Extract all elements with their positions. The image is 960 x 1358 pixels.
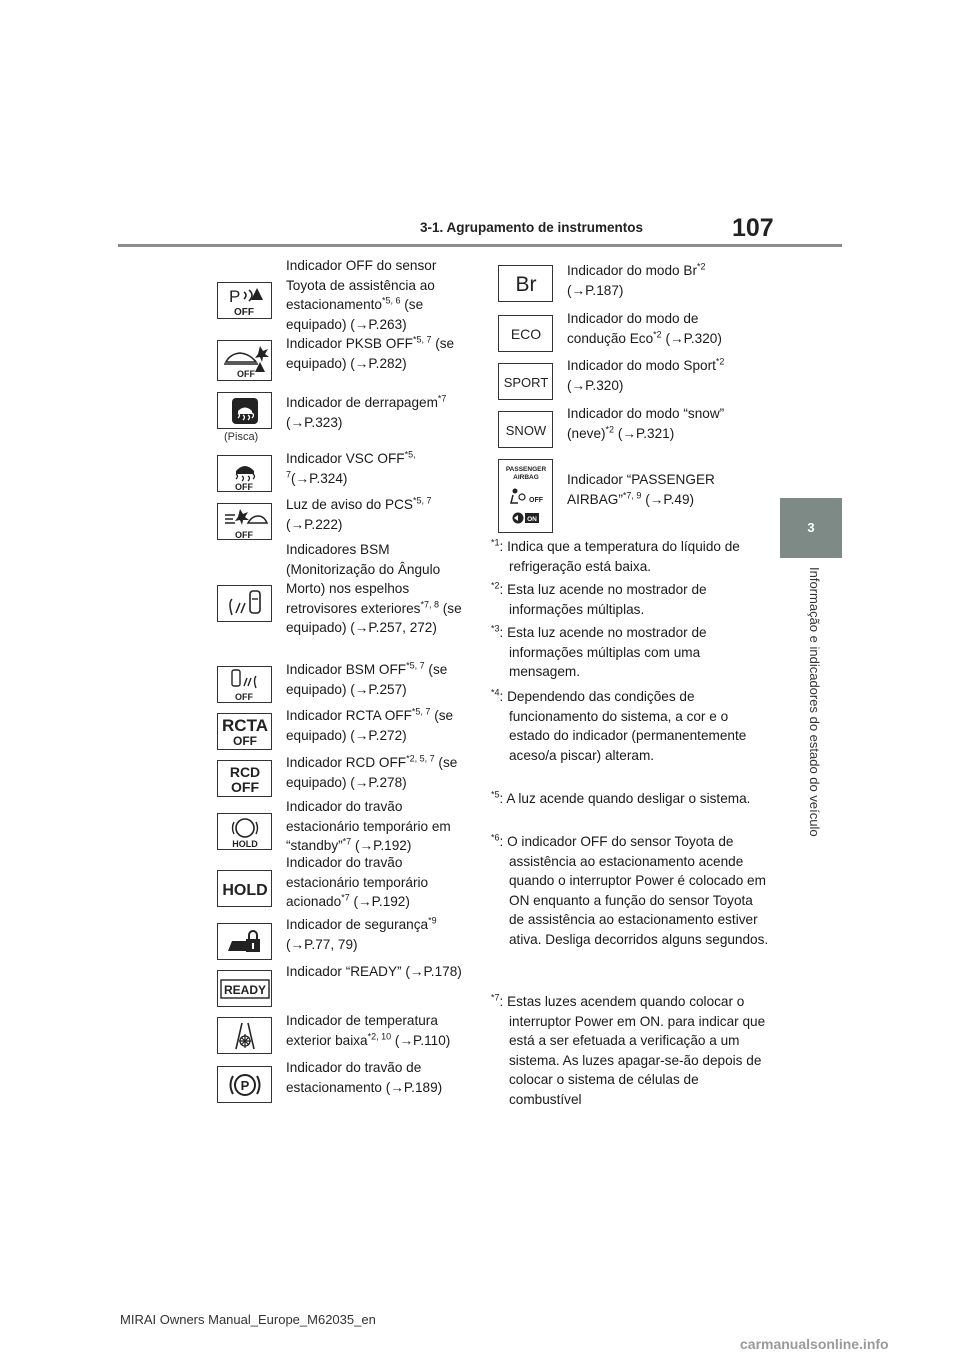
indicator-desc: Indicador “READY” (→P.178)	[286, 964, 462, 979]
parking-sensor-off-icon	[217, 282, 272, 319]
passenger-airbag-icon	[498, 459, 553, 533]
passenger-label: PASSENGER	[505, 466, 546, 473]
footnote-3: $^{*3}$: Esta luz acende no mostrador de informações múltiplas com uma mensagem.	[491, 623, 707, 679]
bsm-off-icon	[217, 666, 272, 703]
rcta-label: RCTA	[221, 716, 268, 735]
watermark: carmanualsonline.info	[740, 1336, 889, 1352]
br-label: Br	[515, 273, 536, 296]
indicator-desc: Indicador do modo Br$^{*2}$ (→P.187)	[567, 261, 706, 298]
hold-label: HOLD	[221, 882, 268, 899]
indicator-desc: Indicador “PASSENGER AIRBAG”$^{*7, 9}$ (→P.49)	[567, 472, 715, 507]
blink-label: (Pisca)	[224, 431, 259, 443]
low-temperature-icon	[217, 1017, 272, 1054]
section-title: 3-1. Agrupamento de instrumentos	[420, 220, 644, 235]
sport-mode-icon	[498, 363, 553, 400]
indicator-desc: Indicador do travão estacionário temporário acionado$^{*7}$ (→P.192)	[286, 855, 429, 909]
security-icon	[217, 923, 272, 960]
indicator-desc: Indicador PKSB OFF$^{*5, 7}$ (se equipado) (→P.282)	[286, 334, 455, 371]
hold-active-icon	[217, 870, 272, 907]
skid-indicator-icon	[217, 392, 272, 429]
footer-text: MIRAI Owners Manual_Europe_M62035_en	[120, 1312, 376, 1327]
off-label: OFF	[230, 779, 259, 795]
indicator-desc: Indicador OFF do sensor Toyota de assistência ao estacionamento$^{*5, 6}$ (se equipado) (→P.263)	[286, 258, 437, 332]
ready-icon	[217, 970, 272, 1007]
vsc-off-icon	[217, 455, 272, 492]
header-divider	[118, 244, 842, 247]
br-mode-icon	[498, 265, 553, 302]
airbag-label: AIRBAG	[512, 474, 539, 481]
ready-label: READY	[223, 982, 266, 997]
footnote-4: $^{*4}$: Dependendo das condições de funcionamento do sistema, a cor e o estado do indicador (permanentemente aceso/a piscar) alteram.	[491, 687, 747, 763]
chapter-number: 3	[807, 520, 815, 535]
indicator-desc: Indicador do travão de estacionamento (→P.189)	[286, 1060, 443, 1095]
svg-text:P: P	[240, 1077, 249, 1093]
chapter-tab	[780, 498, 842, 558]
indicator-desc: Indicador RCTA OFF$^{*5, 7}$ (se equipado) (→P.272)	[286, 706, 454, 743]
indicator-desc: Indicador do modo de condução Eco$^{*2}$ (→P.320)	[567, 311, 722, 346]
off-label: OFF	[234, 691, 253, 702]
rcd-off-icon	[217, 760, 272, 797]
indicator-desc: Indicador do travão estacionário temporário em “standby”$^{*7}$ (→P.192)	[286, 799, 451, 853]
indicator-desc: Indicador de derrapagem$^{*7}$ (→P.323)	[286, 393, 447, 430]
snow-label: SNOW	[505, 423, 546, 438]
indicator-desc: Indicador de temperatura exterior baixa$^{*2, 10}$ (→P.110)	[286, 1013, 451, 1048]
hold-label: HOLD	[231, 838, 258, 849]
on-label: ON	[526, 516, 537, 523]
eco-label: ECO	[510, 326, 541, 342]
svg-text:P: P	[228, 286, 240, 306]
off-label: OFF	[233, 306, 254, 318]
off-label: OFF	[232, 734, 257, 748]
snow-mode-icon	[498, 411, 553, 448]
indicator-desc: Indicador BSM OFF$^{*5, 7}$ (se equipado) (→P.257)	[286, 660, 448, 697]
off-label: OFF	[234, 529, 253, 539]
sport-label: SPORT	[503, 375, 548, 390]
hold-standby-icon	[217, 813, 272, 850]
rcta-off-icon	[217, 713, 272, 750]
rcd-label: RCD	[229, 764, 260, 780]
footnote-6: $^{*6}$: O indicador OFF do sensor Toyota de assistência ao estacionamento acende quando o interruptor Power é colocado em ON enquanto a função do sensor Toyota de assistência ao estacionamento estiver ativa. Desliga decorridos alguns segundos.	[491, 832, 769, 947]
eco-mode-icon	[498, 315, 553, 352]
indicator-desc: Indicador do modo “snow” (neve)$^{*2}$ (→P.321)	[567, 406, 725, 441]
indicator-desc: Luz de aviso do PCS$^{*5, 7}$ (→P.222)	[286, 495, 432, 532]
indicator-desc: Indicador VSC OFF$^{*5, 7}$(→P.324)	[286, 449, 416, 486]
chapter-title: Informação e indicadores do estado do veículo	[807, 567, 822, 837]
indicator-desc: Indicadores BSM (Monitorização do Ângulo Morto) nos espelhos retrovisores exteriores$^{*7, 8}$ (se equipado) (→P.257, 272)	[286, 542, 462, 635]
bsm-indicator-icon	[217, 585, 272, 622]
pksb-off-icon	[217, 340, 272, 381]
indicator-desc: Indicador do modo Sport$^{*2}$ (→P.320)	[567, 356, 725, 393]
off-label: OFF	[528, 497, 543, 504]
pcs-warning-icon	[217, 503, 272, 540]
footnote-7: $^{*7}$: Estas luzes acendem quando colocar o interruptor Power em ON. para indicar que está a ser efetuada a verificação a um sistema. As luzes apagar-se-ão depois de colocar o sistema de células de combustível	[491, 992, 766, 1107]
off-label: OFF	[234, 481, 253, 491]
indicator-desc: Indicador de segurança$^{*9}$ (→P.77, 79)	[286, 915, 437, 952]
page-number: 107	[732, 214, 774, 242]
footnote-1: $^{*1}$: Indica que a temperatura do líquido de refrigeração está baixa.	[491, 537, 740, 574]
off-label: OFF	[236, 368, 255, 379]
footnote-5: $^{*5}$: A luz acende quando desligar o sistema.	[491, 789, 751, 806]
indicator-desc: Indicador RCD OFF$^{*2, 5, 7}$ (se equipado) (→P.278)	[286, 753, 458, 790]
parking-brake-icon	[217, 1066, 272, 1103]
footnote-2: $^{*2}$: Esta luz acende no mostrador de informações múltiplas.	[491, 580, 707, 617]
